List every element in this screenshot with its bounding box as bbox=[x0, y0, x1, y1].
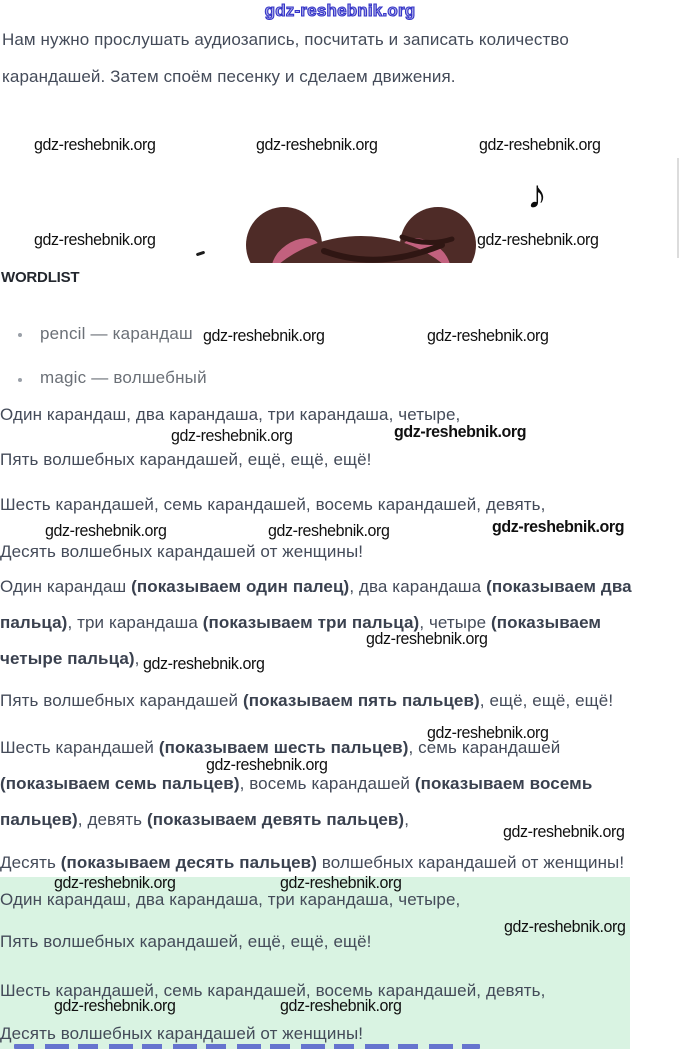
answer-lyrics-line: Пять волшебных карандашей, ещё, ещё, ещё! bbox=[0, 932, 372, 951]
bear-head-illustration bbox=[246, 201, 476, 263]
bear-head-image bbox=[246, 201, 476, 263]
site-watermark: gdz-reshebnik.org bbox=[268, 522, 390, 540]
lyrics-line: Шесть карандашей, семь карандашей, восемь карандашей, девять, bbox=[0, 495, 546, 514]
action-lyrics-line: Один карандаш (показываем один палец), два карандаша (показываем два bbox=[0, 577, 632, 596]
site-watermark: gdz-reshebnik.org bbox=[34, 136, 156, 154]
site-watermark: gdz-reshebnik.org bbox=[492, 518, 625, 536]
lyrics-line: Пять волшебных карандашей, ещё, ещё, ещё! bbox=[0, 450, 372, 469]
bullet-dot bbox=[18, 333, 22, 337]
site-watermark: gdz-reshebnik.org bbox=[54, 997, 176, 1015]
wordlist-item: pencil — карандаш bbox=[40, 324, 193, 343]
bullet-dot bbox=[18, 378, 22, 382]
wordlist-item: magic — волшебный bbox=[40, 368, 207, 387]
site-watermark: gdz-reshebnik.org bbox=[256, 136, 378, 154]
site-watermark: gdz-reshebnik.org bbox=[477, 231, 599, 249]
answer-lyrics-line: Один карандаш, два карандаша, три карандаша, четыре, bbox=[0, 890, 461, 909]
site-watermark: gdz-reshebnik.org bbox=[503, 823, 625, 841]
site-watermark: gdz-reshebnik.org bbox=[280, 997, 402, 1015]
right-edge-divider bbox=[677, 158, 679, 258]
stray-mark bbox=[196, 251, 205, 257]
site-watermark: gdz-reshebnik.org bbox=[479, 136, 601, 154]
site-watermark: gdz-reshebnik.org bbox=[427, 327, 549, 345]
site-watermark: gdz-reshebnik.org bbox=[34, 231, 156, 249]
answer-lyrics-line: Десять волшебных карандашей от женщины! bbox=[0, 1024, 364, 1043]
site-watermark: gdz-reshebnik.org bbox=[171, 427, 293, 445]
lyrics-line: Десять волшебных карандашей от женщины! bbox=[0, 542, 364, 561]
site-watermark: gdz-reshebnik.org bbox=[504, 918, 626, 936]
answer-lyrics-line: Шесть карандашей, семь карандашей, восемь карандашей, девять, bbox=[0, 981, 546, 1000]
music-note-icon: ♪ bbox=[527, 173, 547, 217]
action-lyrics-line: Десять (показываем десять пальцев) волшебных карандашей от женщины! bbox=[0, 853, 625, 872]
action-lyrics-line: Шесть карандашей (показываем шесть пальцев), семь карандашей bbox=[0, 738, 561, 757]
action-lyrics-line: Пять волшебных карандашей (показываем пять пальцев), ещё, ещё, ещё! bbox=[0, 691, 614, 710]
intro-line: Нам нужно прослушать аудиозапись, посчитать и записать количество bbox=[2, 30, 569, 49]
action-lyrics-line: пальца), три карандаша (показываем три пальца), четыре (показываем bbox=[0, 613, 602, 632]
site-watermark: gdz-reshebnik.org bbox=[280, 874, 402, 892]
site-watermark: gdz-reshebnik.org bbox=[394, 423, 527, 441]
action-lyrics-line: (показываем семь пальцев), восемь карандашей (показываем восемь bbox=[0, 774, 593, 793]
site-watermark: gdz-reshebnik.org bbox=[427, 724, 549, 742]
action-lyrics-line: пальцев), девять (показываем девять пальцев), bbox=[0, 810, 410, 829]
site-watermark: gdz-reshebnik.org bbox=[366, 630, 488, 648]
lyrics-line: Один карандаш, два карандаша, три карандаша, четыре, bbox=[0, 405, 461, 424]
site-watermark-outlined: gdz-reshebnik.org bbox=[264, 1, 416, 20]
site-watermark: gdz-reshebnik.org bbox=[54, 874, 176, 892]
wordlist-heading: WORDLIST bbox=[1, 269, 80, 286]
site-watermark: gdz-reshebnik.org bbox=[206, 756, 328, 774]
intro-line: карандашей. Затем споём песенку и сделаем движения. bbox=[2, 67, 456, 86]
action-lyrics-line: четыре пальца), bbox=[0, 649, 140, 668]
site-watermark: gdz-reshebnik.org bbox=[203, 327, 325, 345]
site-watermark: gdz-reshebnik.org bbox=[45, 522, 167, 540]
site-watermark: gdz-reshebnik.org bbox=[143, 655, 265, 673]
cutoff-bottom-element bbox=[14, 1044, 480, 1049]
